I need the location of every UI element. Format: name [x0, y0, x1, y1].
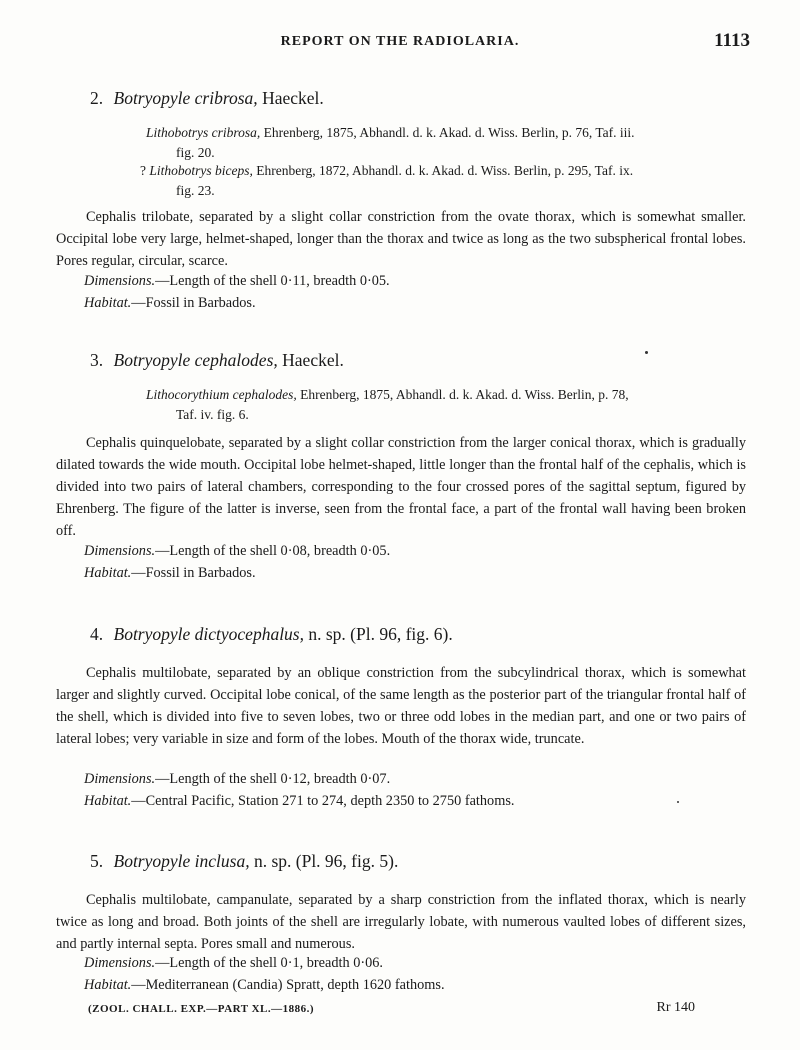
species-heading — [90, 350, 344, 371]
description-paragraph: Cephalis multilobate, campanulate, separated by a sharp constriction from the inflated thorax, which is nearly twice as long and broad. Both joints of the shell are irregularly lobate, with numerous vaulted lobes of different sizes, and partly internal septa. Pores small and numerous. — [56, 892, 746, 952]
stray-mark — [677, 801, 679, 803]
species-number: 5. — [90, 851, 104, 871]
running-header: REPORT ON THE RADIOLARIA. — [280, 34, 520, 49]
footer-sheet-mark: Rr 140 — [656, 1000, 695, 1015]
species-author: Haeckel. — [262, 88, 324, 108]
dimensions-line: Dimensions.—Length of the shell 0·08, breadth 0·05. — [84, 543, 391, 559]
description-paragraph: Cephalis multilobate, separated by an oblique constriction from the subcylindrical thorax, which is somewhat larger and slightly curved. Occipital lobe conical, of the same length as the posterior part of the triangular frontal half of the shell, which is divided into five to seven lobes, two or three odd lobes in the median part, and one or two pairs of lateral lobes; very variable in size and form of the lobes. Mouth of the thorax wide, truncate. — [56, 665, 746, 747]
species-number: 2. — [90, 88, 104, 108]
species-author: n. sp. (Pl. 96, fig. 6). — [308, 624, 453, 644]
synonym-reference-cont: fig. 20. — [176, 144, 215, 160]
dimensions-line: Dimensions.—Length of the shell 0·11, breadth 0·05. — [84, 273, 390, 289]
dimensions-line: Dimensions.—Length of the shell 0·1, breadth 0·06. — [84, 955, 383, 971]
habitat-line: Habitat.—Mediterranean (Candia) Spratt, depth 1620 fathoms. — [84, 977, 445, 993]
species-name: Botryopyle dictyocephalus, — [113, 624, 304, 644]
habitat-line: Habitat.—Fossil in Barbados. — [84, 565, 256, 581]
description-paragraph: Cephalis trilobate, separated by a slight collar constriction from the ovate thorax, which is somewhat smaller. Occipital lobe very large, helmet-shaped, longer than the thorax and twice as long as the two subspherical frontal lobes. Pores regular, circular, scarce. — [56, 209, 746, 269]
species-author: n. sp. (Pl. 96, fig. 5). — [253, 851, 399, 871]
species-name: Botryopyle cribrosa, — [113, 88, 258, 108]
synonym — [146, 385, 748, 424]
synonym-reference: Ehrenberg, 1875, Abhandl. d. k. Akad. d. Wiss. Berlin, p. 78, — [300, 387, 629, 402]
synonym-reference-cont: Taf. iv. fig. 6. — [176, 406, 249, 422]
description-paragraph: Cephalis quinquelobate, separated by a slight collar constriction from the larger conical thorax, which is gradually dilated towards the wide mouth. Occipital lobe helmet-shaped, little longer than the frontal half of the cephalis, which is divided into two pairs of lateral chambers, corresponding to the four crossed pores of the sagittal septum, figured by Ehrenberg. The figure of the latter is inverse, seen from the frontal face, a part of the frontal wall having been broken off. — [56, 435, 746, 539]
synonym — [146, 123, 748, 162]
dimensions-line: Dimensions.—Length of the shell 0·12, breadth 0·07. — [84, 771, 391, 787]
habitat-line: Habitat.—Fossil in Barbados. — [84, 295, 256, 311]
synonym-reference-cont: fig. 23. — [176, 182, 215, 198]
footer-signature: (ZOOL. CHALL. EXP.—PART XL.—1886.) — [88, 1003, 315, 1015]
species-heading — [90, 624, 453, 645]
species-name: Botryopyle inclusa, — [113, 851, 250, 871]
species-author: Haeckel. — [282, 350, 344, 370]
synonym-reference: Ehrenberg, 1875, Abhandl. d. k. Akad. d. Wiss. Berlin, p. 76, Taf. iii. — [263, 125, 635, 140]
species-heading — [90, 88, 324, 109]
synonym-reference: Ehrenberg, 1872, Abhandl. d. k. Akad. d. Wiss. Berlin, p. 295, Taf. ix. — [256, 163, 634, 178]
species-heading — [90, 851, 398, 872]
species-name: Botryopyle cephalodes, — [113, 350, 278, 370]
habitat-line: Habitat.—Central Pacific, Station 271 to 274, depth 2350 to 2750 fathoms. — [84, 793, 515, 809]
synonym-species: Lithobotrys cribrosa, — [146, 125, 261, 140]
stray-mark — [645, 351, 648, 354]
species-number: 3. — [90, 350, 104, 370]
synonym-species: Lithocorythium cephalodes, — [146, 387, 297, 402]
synonym: ? Lithobotrys biceps, Ehrenberg, 1872, Abhandl. d. k. Akad. d. Wiss. Berlin, p. 295, Taf. ix. fig. 23. — [140, 161, 748, 200]
synonym-species: Lithobotrys biceps, — [149, 163, 253, 178]
page-number: 1113 — [714, 30, 750, 51]
species-number: 4. — [90, 624, 104, 644]
